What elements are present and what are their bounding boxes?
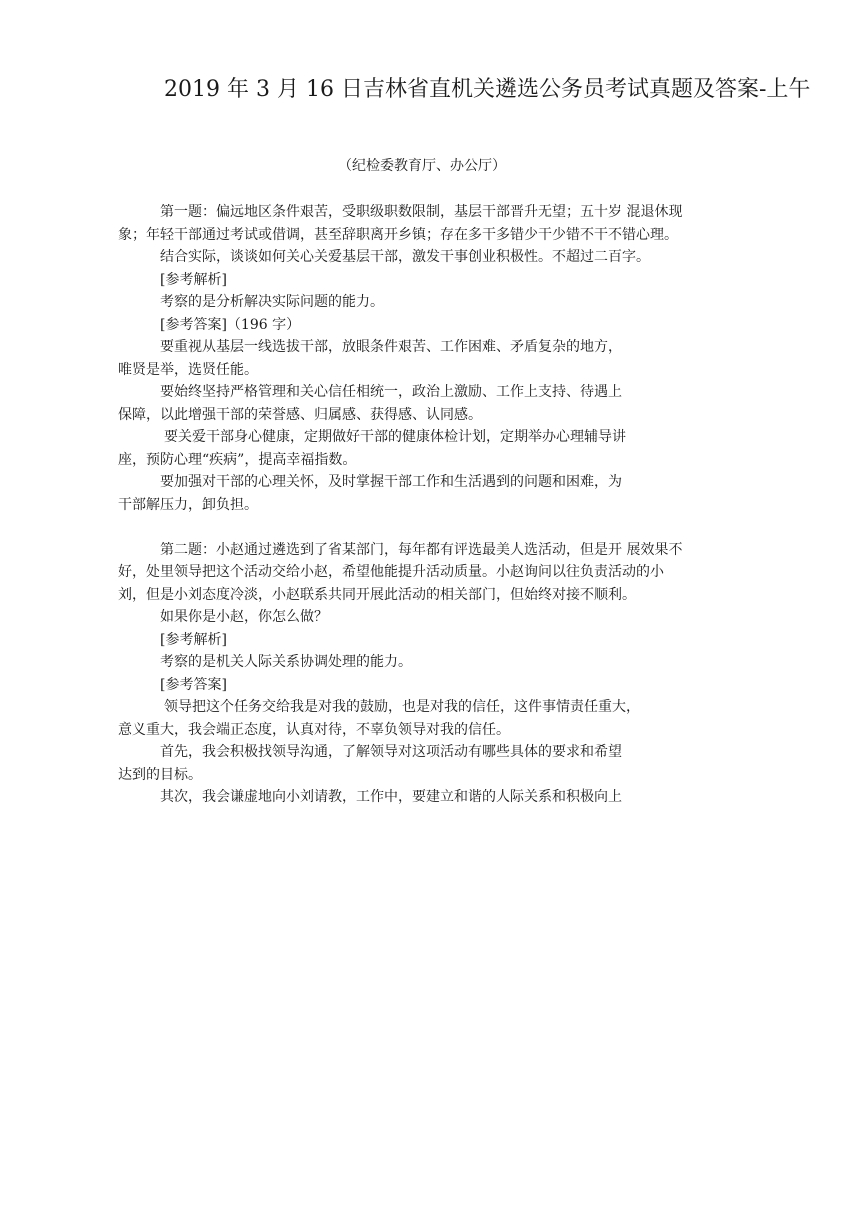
q2-answer-p2-line-2: 达到的目标。 [118,766,202,783]
q2-question-line-2: 好，处里领导把这个活动交给小赵，希望他能提升活动质量。小赵询问以往负责活动的小 [118,564,664,580]
q1-question-line-2: 象；年轻干部通过考试或借调，甚至辞职离开乡镇；存在多干多错少干少错不干不错心理。 [118,226,678,243]
q2-question-line-3: 刘，但是小刘态度冷淡，小赵联系共同开展此活动的相关部门，但始终对接不顺利。 [118,586,636,603]
q2-answer-p1-line-1: 领导把这个任务交给我是对我的鼓励，也是对我的信任，这件事情责任重大， [164,699,640,715]
q2-analysis-text: 考察的是机关人际关系协调处理的能力。 [160,654,412,670]
q2-analysis-label: [参考解析] [160,631,227,648]
q2-answer-p2-line-1: 首先，我会积极找领导沟通，了解领导对这项活动有哪些具体的要求和希望 [160,744,622,760]
q1-answer-p1-line-1: 要重视从基层一线选拔干部，放眼条件艰苦、工作困难、矛盾复杂的地方， [160,339,622,355]
q1-answer-p3-line-2: 座，预防心理“疾病”，提高幸福指数。 [118,451,357,468]
q1-analysis-text: 考察的是分析解决实际问题的能力。 [160,294,384,310]
q2-answer-p1-line-2: 意义重大，我会端正态度，认真对待，不辜负领导对我的信任。 [118,721,510,738]
q1-question-line-3: 结合实际，谈谈如何关心关爱基层干部，激发干事创业积极性。不超过二百字。 [160,249,650,265]
q1-answer-p4-line-1: 要加强对干部的心理关怀，及时掌握干部工作和生活遇到的问题和困难，为 [160,474,622,490]
page-title: 2019 年 3 月 16 日吉林省直机关遴选公务员考试真题及答案-上午 [164,77,811,102]
q2-question-line-1: 第二题：小赵通过遴选到了省某部门，每年都有评选最美人选活动，但是开 展效果不 [160,541,683,558]
q1-analysis-label: [参考解析] [160,271,227,288]
q1-question-line-1: 第一题：偏远地区条件艰苦，受职级职数限制，基层干部晋升无望；五十岁 混退休现 [160,204,683,220]
q1-answer-p2-line-2: 保障，以此增强干部的荣誉感、归属感、获得感、认同感。 [118,406,482,423]
q1-answer-p4-line-2: 干部解压力，卸负担。 [118,496,258,513]
document-body [118,201,748,809]
q1-answer-p1-line-2: 唯贤是举，选贤任能。 [118,361,258,378]
q1-answer-p2-line-1: 要始终坚持严格管理和关心信任相统一，政治上激励、工作上支持、待遇上 [160,384,622,400]
section-spacer [118,516,748,539]
page-subtitle: （纪检委教育厅、办公厅） [338,158,506,174]
q1-answer-p3-line-1: 要关爱干部身心健康，定期做好干部的健康体检计划，定期举办心理辅导讲 [164,429,626,445]
q2-answer-p3-line-1: 其次，我会谦虚地向小刘请教，工作中，要建立和谐的人际关系和积极向上 [160,789,622,805]
q1-answer-label: [参考答案]（196 字） [160,316,301,333]
q2-question-line-4: 如果你是小赵，你怎么做？ [160,609,328,625]
q2-answer-label: [参考答案] [160,676,227,693]
